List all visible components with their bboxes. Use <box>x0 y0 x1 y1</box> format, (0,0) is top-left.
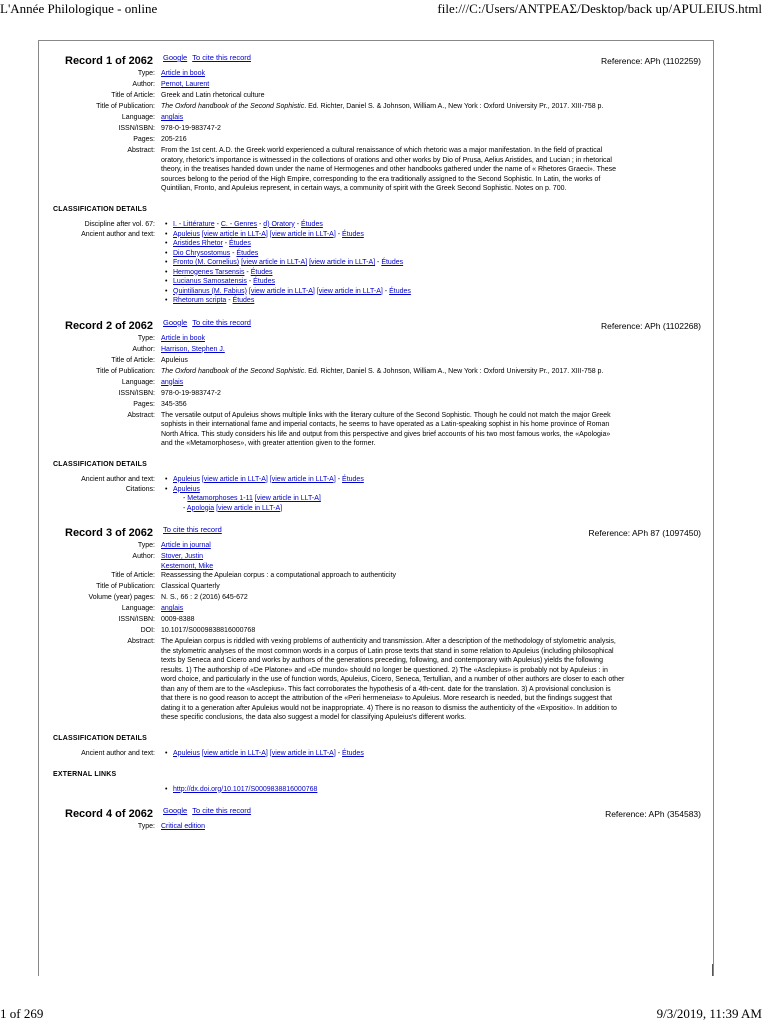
type-link[interactable]: Article in book <box>161 70 205 77</box>
language-label: Language: <box>121 378 155 386</box>
llt-link[interactable]: [view article in LLT-A] <box>254 495 321 502</box>
issn-value: 978-0-19-983747-2 <box>161 125 221 132</box>
title-article-label: Title of Article: <box>111 92 155 99</box>
ancient-author-item: • Hermogenes Tarsensis - Études <box>165 268 703 278</box>
etudes-link[interactable]: Études <box>232 297 255 304</box>
print-header-url: file:///C:/Users/ΑΝΤΡΕΑΣ/Desktop/back up/APULEIUS.html <box>437 1 762 16</box>
record-reference: Reference: APh (1102268) <box>600 320 701 331</box>
author-label: Author: <box>132 81 155 88</box>
author-text-link[interactable]: Apuleius <box>173 475 200 483</box>
citation-work-link[interactable]: Metamorphoses 1-11 <box>187 495 253 502</box>
author-text-link[interactable]: Apuleius <box>173 749 200 757</box>
citation-item <box>165 485 703 514</box>
author-link[interactable]: Stover, Justin <box>161 553 204 560</box>
type-label: Type: <box>137 823 155 830</box>
author-text-link[interactable]: Hermogenes Tarsensis <box>173 268 245 276</box>
record-title: Record 4 of 2062 <box>65 808 154 820</box>
llt-link[interactable]: [view article in LLT-A] <box>201 749 268 757</box>
citation-author-link[interactable]: Apuleius <box>173 485 200 493</box>
external-link-item <box>165 785 703 795</box>
ancient-author-item: • Dio Chrysostomus - Études <box>165 249 703 259</box>
language-label: Language: <box>121 114 155 121</box>
author-text-link[interactable]: Apuleius <box>173 230 200 238</box>
llt-link[interactable]: [view article in LLT-A] <box>309 259 376 266</box>
title-publication-label: Title of Publication: <box>96 367 155 375</box>
title-article-label: Title of Article: <box>111 356 155 364</box>
record-reference: Reference: APh (1102259) <box>600 56 701 66</box>
record-4 <box>53 794 703 833</box>
language-link[interactable]: anglais <box>161 378 184 386</box>
record-1 <box>53 41 703 306</box>
ancient-author-label: Ancient author and text: <box>81 475 155 483</box>
record-2 <box>53 306 703 514</box>
ancient-author-label: Ancient author and text: <box>81 749 155 757</box>
ancient-author-label: Ancient author and text: <box>81 230 155 238</box>
language-link[interactable]: anglais <box>161 605 184 612</box>
text-cursor <box>712 964 713 976</box>
author-text-link[interactable]: Lucianus Samosatensis <box>173 278 247 285</box>
etudes-link[interactable]: Études <box>236 249 259 257</box>
issn-label: ISSN/ISBN: <box>118 616 155 623</box>
pages-label: Pages: <box>133 400 155 408</box>
etudes-link[interactable]: Études <box>342 749 364 757</box>
citations-label: Citations: <box>125 485 155 493</box>
author-text-link[interactable]: Aristides Rhetor <box>173 240 223 247</box>
page-count: 1 of 269 <box>0 1006 44 1021</box>
doi-label: DOI: <box>140 627 155 634</box>
language-label: Language: <box>121 605 155 612</box>
issn-label: ISSN/ISBN: <box>118 389 155 397</box>
cite-record-link[interactable]: To cite this record <box>192 53 251 62</box>
ancient-author-item: • Aristides Rhetor - Études <box>165 239 703 249</box>
llt-link[interactable]: [view article in LLT-A] <box>269 749 336 757</box>
google-link[interactable]: Google <box>163 317 188 327</box>
title-article-value: Greek and Latin rhetorical culture <box>161 92 265 99</box>
publication-details: . Ed. Richter, Daniel S. & Johnson, William A., New York : Oxford University Pr., 2017. XIII-758 p. <box>304 103 604 110</box>
publication-title: The Oxford handbook of the Second Sophistic <box>161 367 305 375</box>
abstract-label: Abstract: <box>127 147 155 154</box>
etudes-link[interactable]: Études <box>229 240 251 247</box>
title-article-label: Title of Article: <box>111 572 155 579</box>
volume-label: Volume (year) pages: <box>88 594 155 601</box>
discipline-label: Discipline after vol. 67: <box>84 220 155 228</box>
external-links-heading: EXTERNAL LINKS <box>53 770 117 778</box>
llt-link[interactable]: [view article in LLT-A] <box>201 475 268 483</box>
author-link[interactable]: Kestemont, Mike <box>161 562 214 570</box>
ancient-author-item: • Apuleius [view article in LLT-A] [view article in LLT-A] - Études <box>165 230 703 240</box>
author-link[interactable]: Pernot, Laurent <box>161 81 210 88</box>
llt-link[interactable]: [view article in LLT-A] <box>241 259 308 266</box>
ancient-author-item: • Apuleius [view article in LLT-A] [view article in LLT-A] - Études <box>165 475 703 485</box>
record-reference: Reference: APh (354583) <box>605 809 701 819</box>
discipline-link[interactable]: I. - Littérature <box>173 220 215 228</box>
classification-heading: CLASSIFICATION DETAILS <box>53 734 147 742</box>
llt-link[interactable]: [view article in LLT-A] <box>201 230 268 238</box>
cite-record-link[interactable]: To cite this record <box>163 525 222 534</box>
ancient-author-item: • Apuleius [view article in LLT-A] [view article in LLT-A] - Études <box>165 749 703 759</box>
author-text-link[interactable]: Fronto (M. Cornelius) <box>173 259 240 266</box>
print-footer <box>0 1004 768 1024</box>
author-label: Author: <box>132 553 155 560</box>
issn-label: ISSN/ISBN: <box>118 125 155 132</box>
doi-value: 10.1017/S0009838816000768 <box>161 627 256 634</box>
language-link[interactable]: anglais <box>161 114 184 121</box>
ancient-author-item: • Rhetorum scripta - Études <box>165 296 703 306</box>
pages-label: Pages: <box>133 136 155 143</box>
etudes-link[interactable]: Études <box>389 287 411 295</box>
type-link[interactable]: Article in journal <box>161 542 211 549</box>
abstract-text: The versatile output of Apuleius shows multiple links with the literary culture of the Second Sophistic. Though he could not match the major Greek sophists in their international fame and imperial contacts, he seems to have operated as a Latin-speaking sophist in his home province of Roman North Africa. This study considers his life and output from this perspective and gives brief accounts of his two most famous works, the «Apologia» and the «Metamorphoses», with greater attention given to the former. <box>161 411 611 447</box>
title-article-value: Apuleius <box>161 356 188 364</box>
author-text-link[interactable]: Quintilianus (M. Fabius) <box>173 287 247 295</box>
title-publication-label: Title of Publication: <box>96 583 155 590</box>
cite-record-link[interactable]: To cite this record <box>192 806 251 815</box>
pages-value: 345-356 <box>161 400 187 408</box>
ancient-author-item: • Quintilianus (M. Fabius) [view article in LLT-A] [view article in LLT-A] - Études <box>165 287 703 297</box>
abstract-text: The Apuleian corpus is riddled with vexing problems of authenticity and transmission. After a description of the methodology of stylometric analysis, the stylometric analyses of the most common words in a corpus of Latin prose texts that stand in some relation to Apuleius (including philosophical texts by Seneca and Cicero and works by authors of the generations preceding, following, and contemporary with Apuleius) yields the following results. 1) The authorship of «De Platone» and «De mundo» should no longer be questioned. 2) The «Asclepius» is probably not by Apuleius : in word choice, and particularly in the use of function words, Apuleius, Cicero, Seneca, Tertullian, and a number of other authors are closer to each other than any of them are to the «Asclepius». This fact corroborates the hypothesis of a 4th-cent. date for the translation. 3) A provisional conclusion is that there is no good reason to accept the attribution of the «Peri hermeneias» to Apuleius. More research is needed, but the findings suggest that dating it to a generation after Apuleius would not be inappropriate. 4) There is no reason to dismiss the authenticity of the «Expositio». In addition to these specific conclusions, the data also suggest a model for classifying Apuleius's different works. <box>161 638 625 721</box>
abstract-text: From the 1st cent. A.D. the Greek world experienced a cultural renaissance of which rhetoric was a major manifestation. In the field of practical oratory, rhetoric's importance is witnessed in the collections of orations and other works by Dio of Prusa, Aelius Aristides, and Lucian ; in rhetorical theory, in the treatises handed down under the name of Hermogenes and other handbooks gathered under the name of « Rhetores Graeci». These sources belong to the period of the High Empire, corresponding to the era traditionally assigned to the Second Sophistic. In Latin, the works of Quintilian, Fronto, and Apuleius represent, in certain ways, a community of spirit with the Greek Second Sophistic. Notes on p. 700. <box>161 147 617 192</box>
citation-sub-item: - Apologia [view article in LLT-A] <box>183 504 283 512</box>
abstract-label: Abstract: <box>127 638 155 645</box>
abstract-label: Abstract: <box>127 411 155 419</box>
issn-value: 0009-8388 <box>161 616 195 623</box>
publication-details: . Ed. Richter, Daniel S. & Johnson, William A., New York : Oxford University Pr., 2017. XIII-758 p. <box>304 367 604 375</box>
record-3 <box>53 513 703 794</box>
record-reference: Reference: APh 87 (1097450) <box>588 528 701 538</box>
record-title: Record 3 of 2062 <box>65 527 154 539</box>
type-label: Type: <box>137 70 155 77</box>
volume-value: N. S., 66 : 2 (2016) 645-672 <box>161 594 248 601</box>
author-label: Author: <box>132 345 155 353</box>
author-link[interactable]: Harrison, Stephen J. <box>161 345 225 353</box>
google-link[interactable]: Google <box>163 53 188 62</box>
discipline-link[interactable]: C. - Genres <box>220 220 258 228</box>
print-timestamp: 9/3/2019, 11:39 AM <box>656 1006 762 1021</box>
records-container <box>38 40 714 976</box>
type-label: Type: <box>137 542 155 549</box>
publication-title: The Oxford handbook of the Second Sophistic <box>161 103 305 110</box>
google-link[interactable]: Google <box>163 806 188 815</box>
etudes-link[interactable]: Études <box>342 230 364 238</box>
print-header <box>0 0 768 18</box>
title-article-value: Reassessing the Apuleian corpus : a computational approach to authenticity <box>161 572 397 579</box>
type-label: Type: <box>137 334 155 342</box>
cite-record-link[interactable]: To cite this record <box>192 317 251 327</box>
llt-link[interactable]: [view article in LLT-A] <box>269 230 336 238</box>
etudes-link[interactable]: Études <box>381 259 404 266</box>
doi-external-link[interactable]: http://dx.doi.org/10.1017/S0009838816000768 <box>173 785 318 793</box>
llt-link[interactable]: [view article in LLT-A] <box>316 287 383 295</box>
type-link[interactable]: Critical edition <box>161 823 205 830</box>
discipline-item: • I. - Littérature - C. - Genres - d) Oratory - Études <box>165 220 703 230</box>
classification-heading: CLASSIFICATION DETAILS <box>53 205 147 213</box>
citation-work-link[interactable]: Apologia <box>186 504 215 512</box>
ancient-author-item: • Lucianus Samosatensis - Études <box>165 277 703 287</box>
author-text-link[interactable]: Rhetorum scripta <box>173 297 227 304</box>
pages-value: 205-216 <box>161 136 187 143</box>
type-link[interactable]: Article in book <box>161 334 205 342</box>
ancient-author-item: • Fronto (M. Cornelius) [view article in LLT-A] [view article in LLT-A] - Études <box>165 258 703 268</box>
publication-title: Classical Quarterly <box>161 583 220 590</box>
record-title: Record 1 of 2062 <box>65 55 154 67</box>
title-publication-label: Title of Publication: <box>96 103 155 110</box>
etudes-link[interactable]: Études <box>342 475 364 483</box>
print-header-title: L'Année Philologique - online <box>0 1 158 16</box>
llt-link[interactable]: [view article in LLT-A] <box>248 287 315 295</box>
etudes-link[interactable]: Études <box>253 278 275 285</box>
record-title: Record 2 of 2062 <box>65 319 154 332</box>
discipline-link[interactable]: d) Oratory <box>263 220 295 228</box>
llt-link[interactable]: [view article in LLT-A] <box>269 475 336 483</box>
etudes-link[interactable]: Études <box>301 220 323 228</box>
issn-value: 978-0-19-983747-2 <box>161 389 221 397</box>
author-text-link[interactable]: Dio Chrysostomus <box>173 249 231 257</box>
citation-sub-item: - Metamorphoses 1-11 [view article in LLT-A] <box>183 495 321 502</box>
classification-heading: CLASSIFICATION DETAILS <box>53 460 147 468</box>
etudes-link[interactable]: Études <box>250 268 273 276</box>
llt-link[interactable]: [view article in LLT-A] <box>216 504 283 512</box>
